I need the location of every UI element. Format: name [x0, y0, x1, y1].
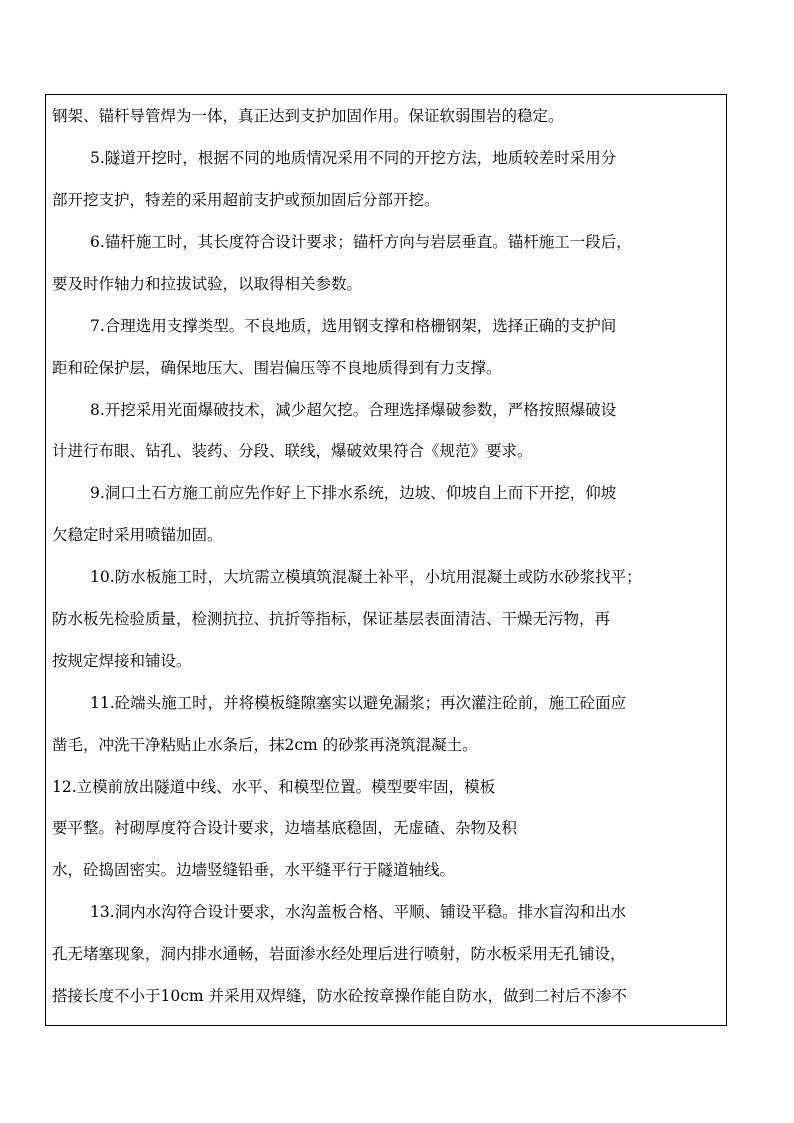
text-line: 要及时作轴力和拉拔试验，以取得相关参数。: [52, 275, 363, 293]
text-line: 11.砼端头施工时，并将模板缝隙塞实以避免漏浆；再次灌注砼前，施工砼面应: [90, 694, 627, 712]
text-line: 部开挖支护，特差的采用超前支护或预加固后分部开挖。: [52, 191, 440, 209]
text-line: 12.立模前放出隧道中线、水平、和模型位置。模型要牢固，模板: [52, 778, 496, 796]
text-line: 搭接长度不小于10cm 并采用双焊缝，防水砼按章操作能自防水，做到二衬后不渗不: [52, 987, 628, 1005]
text-line: 9.洞口土石方施工前应先作好上下排水系统，边坡、仰坡自上而下开挖，仰坡: [90, 484, 617, 502]
text-line: 距和砼保护层，确保地压大、围岩偏压等不良地质得到有力支撑。: [52, 359, 502, 377]
text-line: 5.隧道开挖时，根据不同的地质情况采用不同的开挖方法，地质较差时采用分: [90, 149, 617, 167]
text-line: 13.洞内水沟符合设计要求，水沟盖板合格、平顺、铺设平稳。排水盲沟和出水: [90, 903, 627, 921]
text-line: 8.开挖采用光面爆破技术，减少超欠挖。合理选择爆破参数，严格按照爆破设: [90, 401, 617, 419]
text-line: 凿毛，冲洗干净粘贴止水条后，抹2cm 的砂浆再浇筑混凝土。: [52, 736, 478, 754]
text-line: 水，砼捣固密实。边墙竖缝铅垂，水平缝平行于隧道轴线。: [52, 861, 456, 879]
text-line: 欠稳定时采用喷锚加固。: [52, 526, 223, 544]
text-line: 7.合理选用支撑类型。不良地质，选用钢支撑和格栅钢架，选择正确的支护间: [90, 317, 617, 335]
text-line: 孔无堵塞现象，洞内排水通畅，岩面渗水经处理后进行喷射，防水板采用无孔铺设，: [52, 945, 626, 963]
text-line: 防水板先检验质量，检测抗拉、抗折等指标，保证基层表面清洁、干燥无污物，再: [52, 610, 611, 628]
text-line: 6.锚杆施工时，其长度符合设计要求；锚杆方向与岩层垂直。锚杆施工一段后，: [90, 233, 632, 251]
text-line: 10.防水板施工时，大坑需立模填筑混凝土补平，小坑用混凝土或防水砂浆找平；: [90, 568, 642, 586]
text-line: 按规定焊接和铺设。: [52, 652, 192, 670]
text-line: 钢架、锚杆导管焊为一体，真正达到支护加固作用。保证软弱围岩的稳定。: [52, 107, 564, 125]
text-line: 计进行布眼、钻孔、装药、分段、联线，爆破效果符合《规范》要求。: [52, 442, 533, 460]
text-line: 要平整。衬砌厚度符合设计要求，边墙基底稳固，无虚碴、杂物及积: [52, 819, 518, 837]
